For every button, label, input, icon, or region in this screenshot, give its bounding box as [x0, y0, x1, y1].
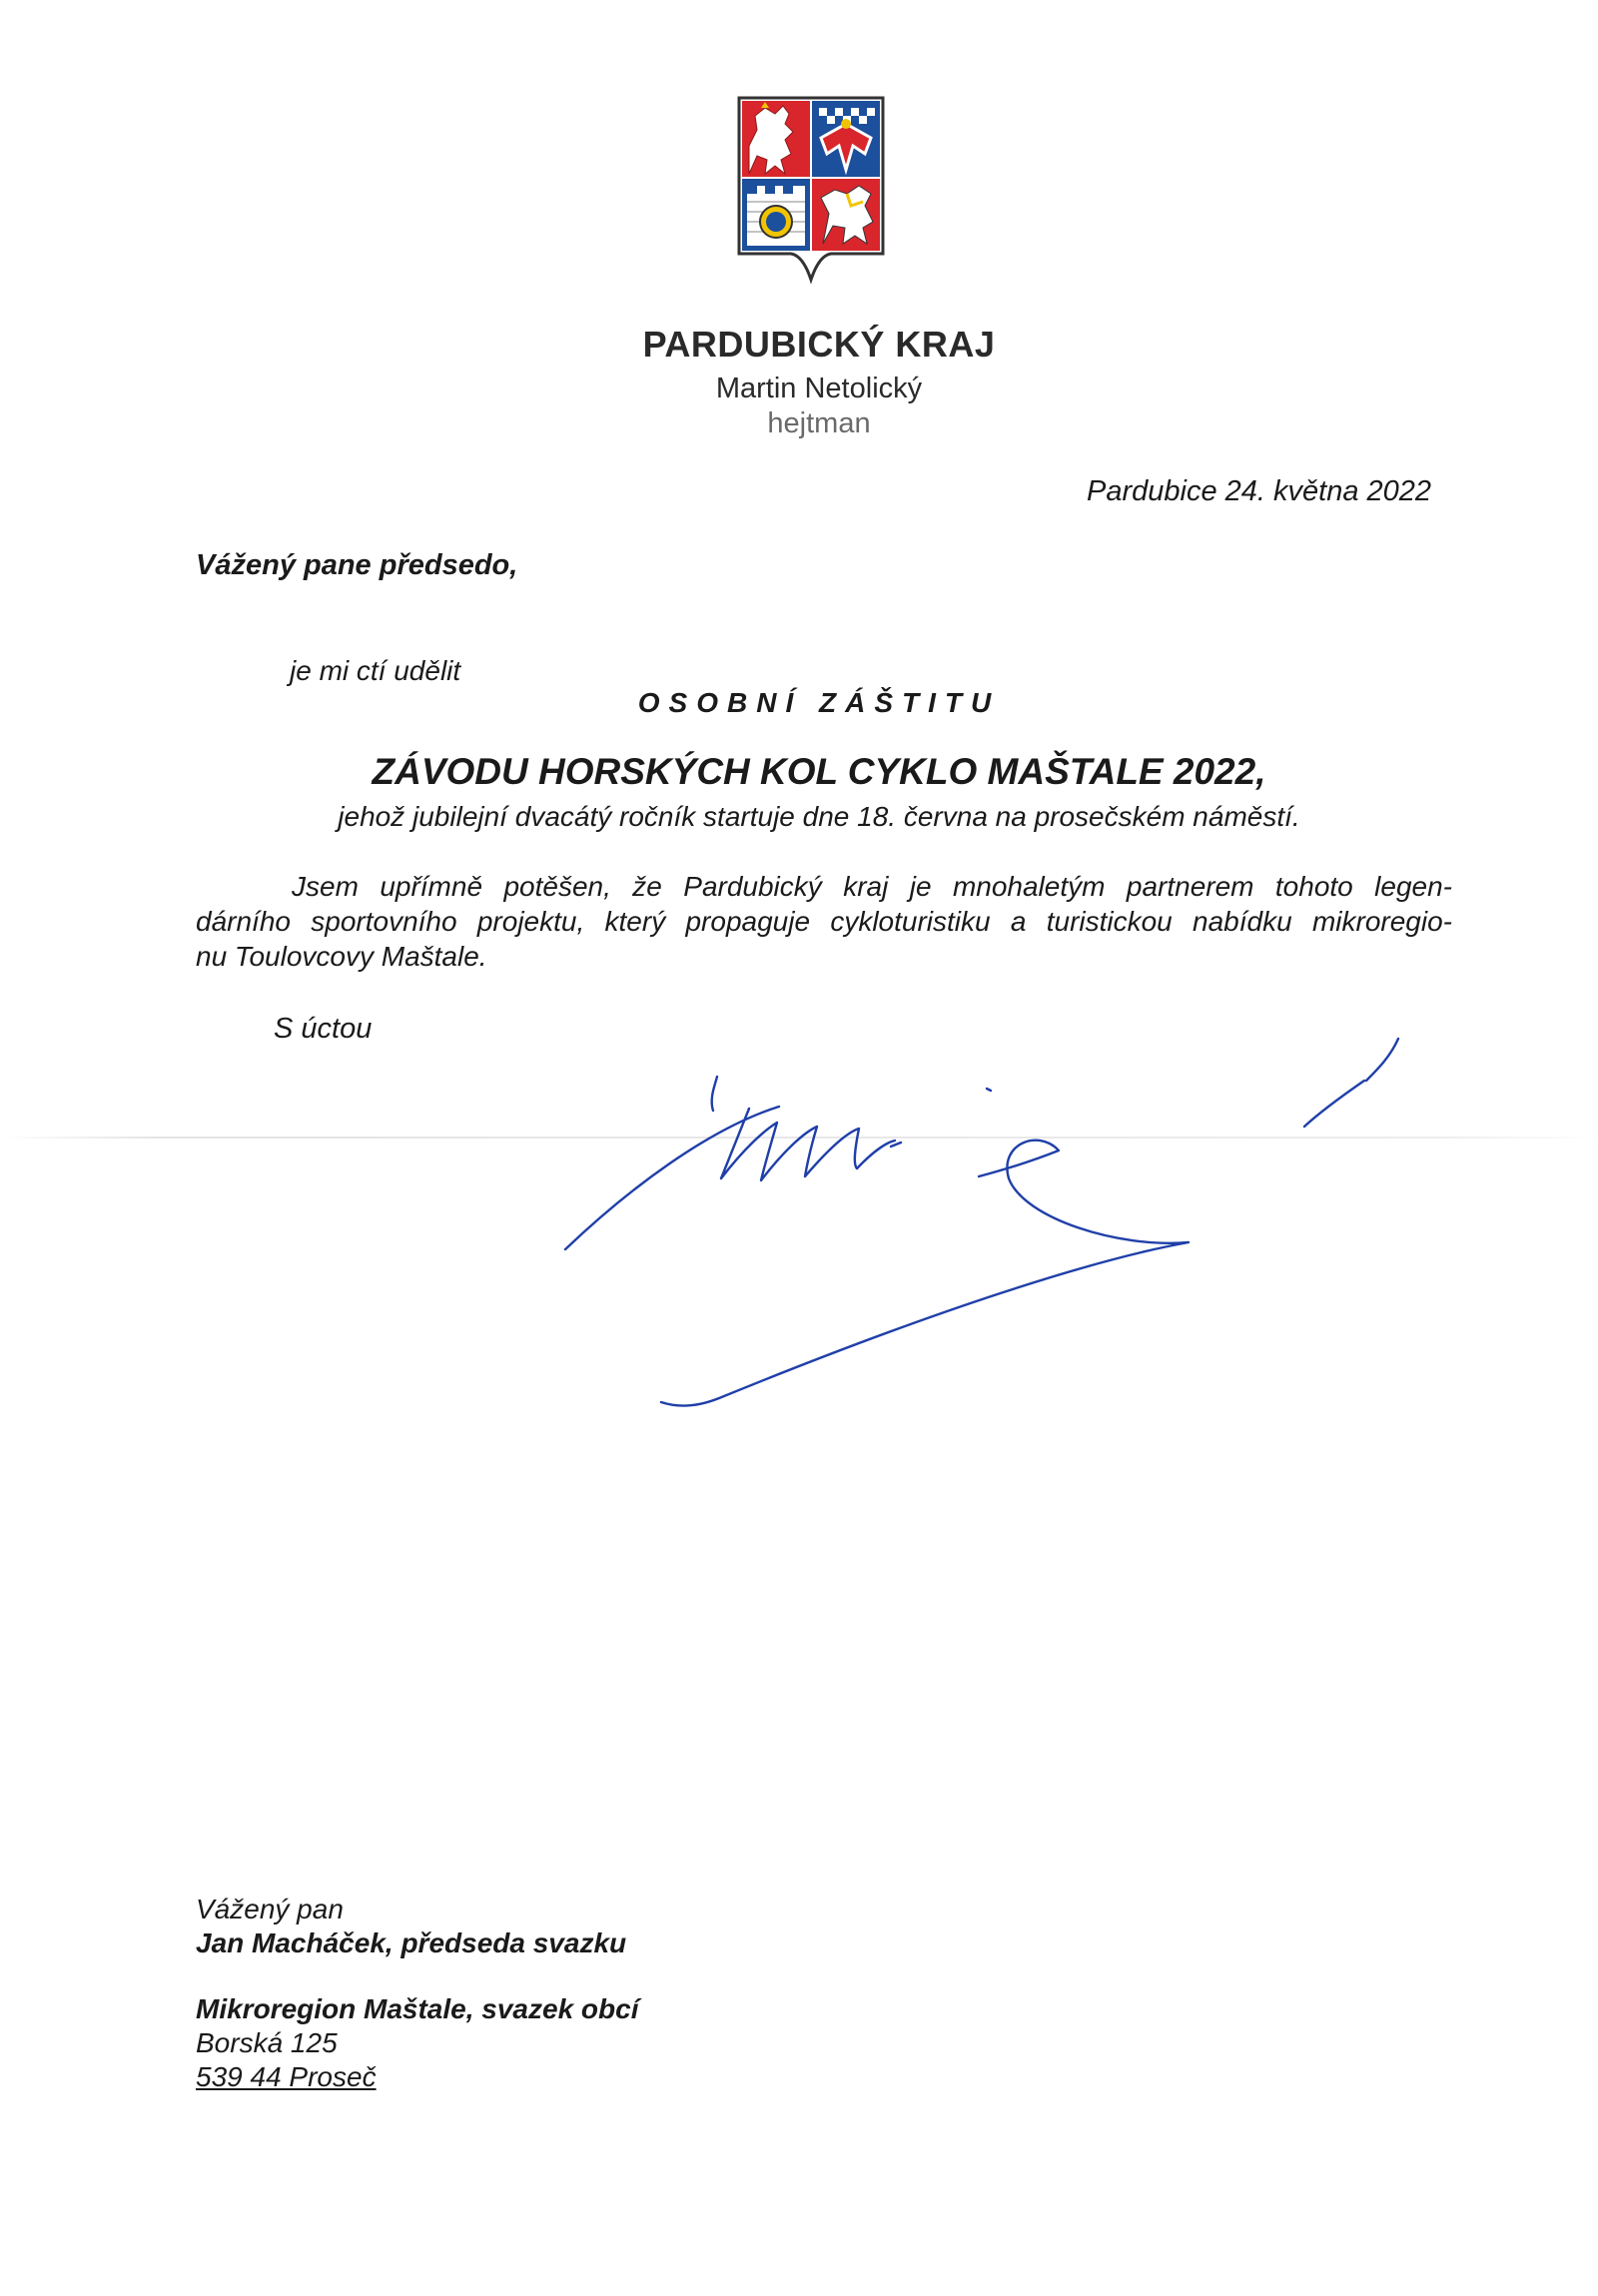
recipient-organization: Mikroregion Maštale, svazek obcí	[196, 1993, 639, 2024]
paragraph-line: dárního sportovního projektu, který propaguje cykloturistiku a turistickou nabídku mikroregio-	[196, 906, 1452, 937]
paragraph-line: Jsem upřímně potěšen, že Pardubický kraj je mnohaletým partnerem tohoto legen-	[292, 871, 1452, 902]
recipient-greeting: Vážený pan	[196, 1894, 344, 1924]
closing: S úctou	[274, 1013, 373, 1045]
official-title: hejtman	[767, 407, 871, 439]
intro-line: je mi ctí udělit	[290, 655, 461, 686]
recipient-street: Borská 125	[196, 2027, 338, 2058]
handwritten-signature	[539, 1019, 1478, 1488]
patronage-heading: OSOBNÍ ZÁŠTITU	[637, 687, 1001, 718]
letter-date: Pardubice 24. května 2022	[1087, 475, 1432, 507]
official-name: Martin Netolický	[715, 373, 923, 404]
organization-name: PARDUBICKÝ KRAJ	[642, 324, 996, 365]
recipient-name: Jan Macháček, předseda svazku	[196, 1927, 627, 1958]
recipient-city: 539 44 Proseč	[196, 2061, 377, 2092]
event-title: ZÁVODU HORSKÝCH KOL CYKLO MAŠTALE 2022,	[372, 751, 1266, 792]
paragraph-line: nu Toulovcovy Maštale.	[196, 941, 487, 972]
salutation: Vážený pane předsedo,	[196, 549, 518, 581]
event-subtitle: jehož jubilejní dvacátý ročník startuje dne 18. června na prosečském náměstí.	[338, 801, 1300, 832]
body-paragraph	[196, 869, 1452, 974]
coat-of-arms-icon	[735, 94, 887, 286]
